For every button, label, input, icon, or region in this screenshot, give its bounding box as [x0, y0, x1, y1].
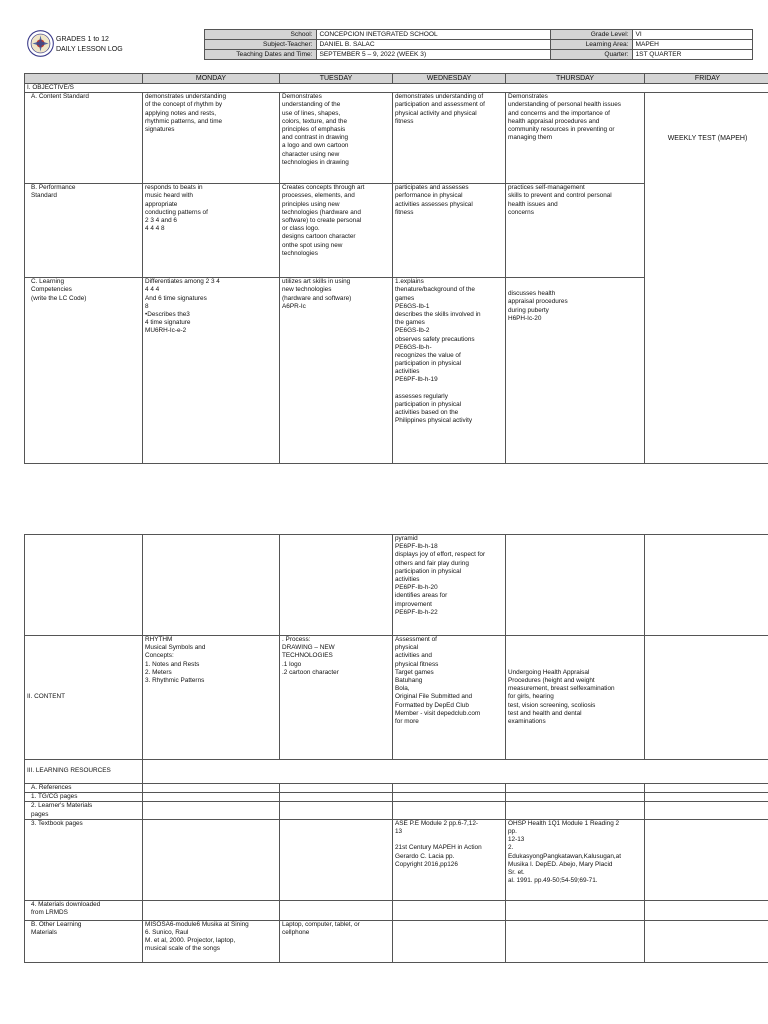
cs-wednesday: demonstrates understanding of participation and assessment of physical activity and physical fitness — [393, 93, 506, 184]
content-resources-table — [24, 534, 768, 963]
content-wednesday: Assessment of physical activities and physical fitness Target games Batuhang Bola, Original File Submitted and Formatted by DepEd Club Member - visit depedclub.com for more — [393, 636, 506, 760]
other-tuesday: Laptop, computer, tablet, or cellphone — [280, 920, 393, 962]
content-label: II. CONTENT — [25, 636, 143, 760]
teacher-label: Subject-Teacher: — [204, 40, 316, 50]
cs-thursday: Demonstrates understanding of personal health issues and concerns and the importance of health appraisal procedures and community resources in preventing or managing them — [506, 93, 645, 184]
dll-label: DAILY LESSON LOG — [56, 45, 123, 53]
grades-label: GRADES 1 to 12 — [56, 35, 109, 43]
content-standard-row — [25, 93, 768, 184]
tg-row — [25, 793, 768, 802]
quarter-value: 1ST QUARTER — [632, 50, 752, 60]
content-tuesday: . Process: DRAWING – NEW TECHNOLOGIES .1 logo .2 cartoon character — [280, 636, 393, 760]
performance-standard-label: B. Performance Standard — [25, 184, 143, 278]
day-monday: MONDAY — [143, 74, 280, 84]
lc-tuesday: utilizes art skills in using new technologies (hardware and software) A6PR-Ic — [280, 278, 393, 464]
day-header-row — [25, 74, 768, 84]
learning-area-label: Learning Area: — [550, 40, 632, 50]
dates-value: SEPTEMBER 5 – 9, 2022 (WEEK 3) — [316, 50, 550, 60]
school-value: CONCEPCION INETGRATED SCHOOL — [316, 30, 550, 40]
textbook-label: 3. Textbook pages — [25, 819, 143, 900]
objectives-table — [24, 73, 768, 464]
resources-heading: III. LEARNING RESOURCES — [25, 760, 143, 784]
materials-label: 4. Materials downloaded from LRMDS — [25, 900, 143, 920]
content-monday: RHYTHM Musical Symbols and Concepts: 1. Notes and Rests 2. Meters 3. Rhythmic Patterns — [143, 636, 280, 760]
day-thursday: THURSDAY — [506, 74, 645, 84]
other-materials-label: B. Other Learning Materials — [25, 920, 143, 962]
ps-monday: responds to beats in music heard with appropriate conducting patterns of 2 3 4 and 6 4 4 4 8 — [143, 184, 280, 278]
other-monday: MISOSA6-module6 Musika at Sining 6. Sunico, Raul M. et al, 2000. Projector, laptop, musical scale of the songs — [143, 920, 280, 962]
lc-monday: Differentiates among 2 3 4 4 4 4 And 6 time signatures 8 •Describes the3 4 time signature MU6RH-Ic-e-2 — [143, 278, 280, 464]
day-tuesday: TUESDAY — [280, 74, 393, 84]
continued-wednesday: pyramid PE6PF-Ib-h-18 displays joy of effort, respect for others and fair play during participation in physical activities PE6PF-Ib-h-20 identifies areas for improvement PE6PF-Ib-h-22 — [393, 535, 506, 636]
references-row — [25, 784, 768, 793]
ps-thursday: practices self-management skills to prevent and control personal health issues and concerns — [506, 184, 645, 278]
objectives-heading: I. OBJECTIVE/S — [25, 84, 768, 93]
resources-heading-row — [25, 760, 768, 784]
content-standard-label: A. Content Standard — [25, 93, 143, 184]
cs-monday: demonstrates understanding of the concept of rhythm by applying notes and rests, rhythmic patterns, and time signatures — [143, 93, 280, 184]
ps-wednesday: participates and assesses performance in physical activities assesses physical fitness — [393, 184, 506, 278]
learning-area-value: MAPEH — [632, 40, 752, 50]
continued-row — [25, 535, 768, 636]
lc-wednesday: 1.explains thenature/background of the games PE6GS-Ib-1 describes the skills involved in the games PE6GS-Ib-2 observes safety precautions PE6GS-Ib-h- recognizes the value of participation in physical activities PE6PF-Ib-h-19 assesses regularly participation in physical activities based on the Philippines physical activity — [393, 278, 506, 464]
materials-row — [25, 900, 768, 920]
grade-level-label: Grade Level: — [550, 30, 632, 40]
teacher-value: DANIEL B. SALAC — [316, 40, 550, 50]
quarter-label: Quarter: — [550, 50, 632, 60]
textbook-wednesday: ASE P.E Module 2 pp.6-7,12- 13 21st Century MAPEH in Action Gerardo C. Lacia pp. Copyright 2016,pp126 — [393, 819, 506, 900]
textbook-thursday: OHSP Health 1Q1 Module 1 Reading 2 pp. 12-13 2. EdukasyongPangkatawan,Kalusugan,at Musika I. DepED. Abejo, Mary Placid Sr. et. al. 1991. pp.49-50;54-59;69-71. — [506, 819, 645, 900]
lc-thursday: discusses health appraisal procedures during puberty H6PH-Ic-20 — [506, 278, 645, 464]
references-label: A. References — [25, 784, 143, 793]
ps-tuesday: Creates concepts through art processes, elements, and principles using new technologies (hardware and software) to create personal or class logo. designs cartoon character onthe spot using new technologies — [280, 184, 393, 278]
lm-row — [25, 802, 768, 819]
competencies-label: C. Learning Competencies (write the LC Code) — [25, 278, 143, 464]
dates-label: Teaching Dates and Time: — [204, 50, 316, 60]
other-materials-row — [25, 920, 768, 962]
day-wednesday: WEDNESDAY — [393, 74, 506, 84]
lm-pages-label: 2. Learner's Materials pages — [25, 802, 143, 819]
header-table — [24, 29, 753, 60]
school-label: School: — [204, 30, 316, 40]
weekly-test-friday: WEEKLY TEST (MAPEH) — [645, 93, 768, 464]
grade-level-value: VI — [632, 30, 752, 40]
day-friday: FRIDAY — [645, 74, 768, 84]
textbook-row — [25, 819, 768, 900]
content-thursday: Undergoing Health Appraisal Procedures (height and weight measurement, breast selfexamination for girls, hearing test, vision screening, scoliosis test and health and dental examinations — [506, 636, 645, 760]
content-row — [25, 636, 768, 760]
cs-tuesday: Demonstrates understanding of the use of lines, shapes, colors, texture, and the principles of emphasis and contrast in drawing a logo and own cartoon character using new technologies in drawing — [280, 93, 393, 184]
tg-pages-label: 1. TG/CG pages — [25, 793, 143, 802]
